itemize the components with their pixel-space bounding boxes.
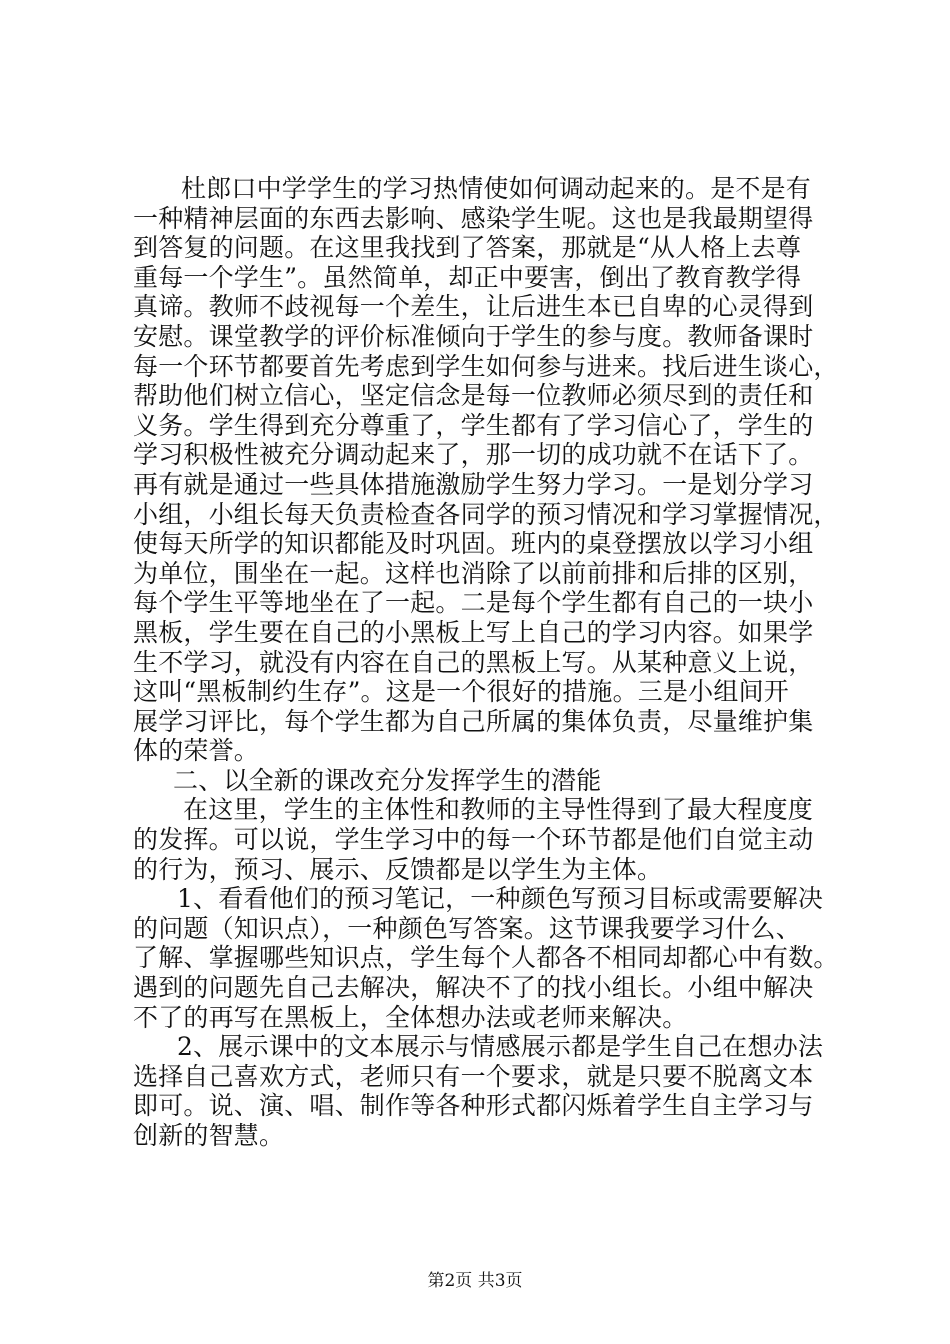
text-line: 杜郎口中学学生的学习热情使如何调动起来的。是不是有 [181,174,812,203]
text-line: 体的荣誉。 [133,736,260,766]
text-line: 2、展示课中的文本展示与情感展示都是学生自己在想办法 [177,1032,824,1062]
text-line: 为单位，围坐在一起。这样也消除了以前前排和后排的区别， [133,558,814,588]
text-line: 每个学生平等地坐在了一起。二是每个学生都有自己的一块小 [133,588,814,618]
text-line: 真谛。教师不歧视每一个差生，让后进生本已自卑的心灵得到 [133,292,814,322]
text-line: 使每天所学的知识都能及时巩固。班内的桌登摆放以学习小组 [133,529,814,559]
document-body [133,174,839,1151]
text-line: 展学习评比，每个学生都为自己所属的集体负责，尽量维护集 [133,706,814,736]
text-line: 安慰。课堂教学的评价标准倾向于学生的参与度。教师备课时 [133,321,814,351]
text-line: 选择自己喜欢方式，老师只有一个要求，就是只要不脱离文本 [133,1061,814,1091]
text-line: 在这里，学生的主体性和教师的主导性得到了最大程度度 [183,795,814,825]
text-line: 的发挥。可以说，学生学习中的每一个环节都是他们自觉主动 [133,825,814,855]
text-line: 再有就是通过一些具体措施激励学生努力学习。一是划分学习 [133,469,814,499]
text-line: 1、看看他们的预习笔记，一种颜色写预习目标或需要解决 [177,884,824,914]
text-line: 一种精神层面的东西去影响、感染学生呢。这也是我最期望得 [133,203,814,233]
text-line: 小组，小组长每天负责检查各同学的预习情况和学习掌握情况， [133,499,839,529]
text-line: 生不学习，就没有内容在自己的黑板上写。从某种意义上说， [133,647,814,677]
text-line: 不了的再写在黑板上，全体想办法或老师来解决。 [133,1002,688,1032]
text-line: 的行为，预习、展示、反馈都是以学生为主体。 [133,854,663,884]
text-line: 了解、掌握哪些知识点，学生每个人都各不相同却都心中有数。 [133,943,839,973]
text-line: 学习积极性被充分调动起来了，那一切的成功就不在话下了。 [133,440,814,470]
text-line: 每一个环节都要首先考虑到学生如何参与进来。找后进生谈心， [133,351,839,381]
text-line: 创新的智慧。 [133,1121,285,1150]
text-line: 的问题（知识点），一种颜色写答案。这节课我要学习什么、 [133,913,801,943]
text-line: 这叫“黑板制约生存”。这是一个很好的措施。三是小组间开 [133,677,789,707]
text-line: 遇到的问题先自己去解决，解决不了的找小组长。小组中解决 [133,973,814,1003]
page-footer: 第2页 共3页 [427,1271,523,1291]
text-line: 黑板，学生要在自己的小黑板上写上自己的学习内容。如果学 [133,617,814,647]
text-line: 重每一个学生”。虽然简单，却正中要害，倒出了教育教学得 [133,262,802,292]
text-line: 帮助他们树立信心，坚定信念是每一位教师必须尽到的责任和 [133,381,814,411]
text-line: 到答复的问题。在这里我找到了答案，那就是“从人格上去尊 [133,233,802,263]
text-line: 义务。学生得到充分尊重了，学生都有了学习信心了，学生的 [133,410,814,440]
text-line: 二、以全新的课改充分发挥学生的潜能 [173,765,602,795]
text-line: 即可。说、演、唱、制作等各种形式都闪烁着学生自主学习与 [133,1091,814,1121]
